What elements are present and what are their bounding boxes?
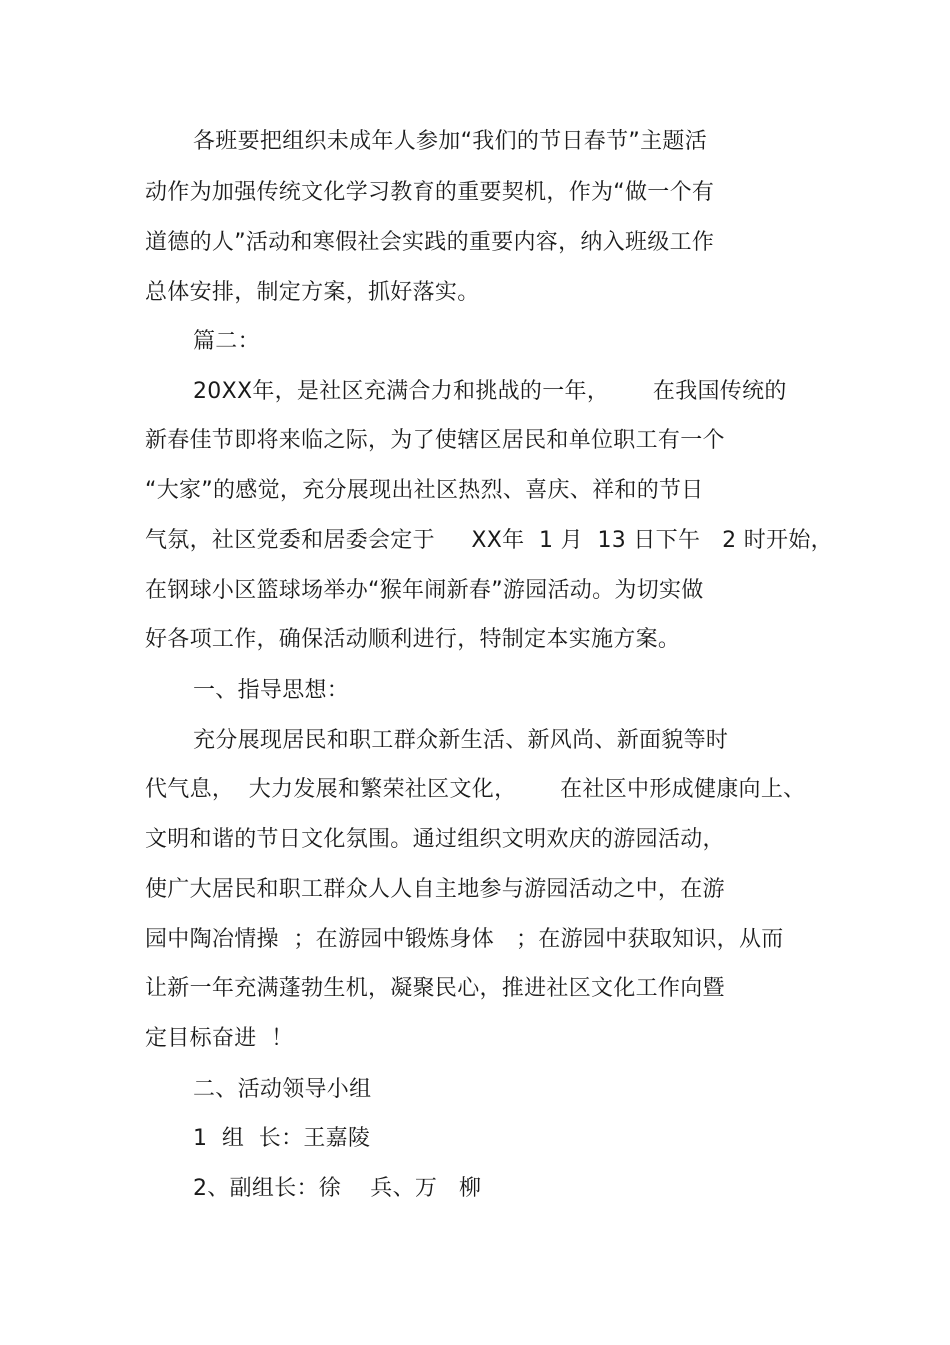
paragraph-line: 气氛，社区党委和居委会定于 XX年 1 月 13 日下午 2 时开始，	[145, 528, 833, 553]
paragraph-line: 在钢球小区篮球场举办“猴年闹新春”游园活动。为切实做	[145, 578, 704, 603]
paragraph-line: 20XX年，是社区充满合力和挑战的一年， 在我国传统的	[193, 379, 787, 404]
paragraph-line: 动作为加强传统文化学习教育的重要契机，作为“做一个有	[145, 180, 715, 205]
list-item: 2、副组长：徐 兵、万 柳	[193, 1176, 482, 1201]
section-heading: 篇二：	[193, 329, 260, 354]
paragraph-line: 充分展现居民和职工群众新生活、新风尚、新面貌等时	[193, 728, 729, 753]
paragraph-line: 文明和谐的节日文化氛围。通过组织文明欢庆的游园活动，	[145, 827, 725, 852]
paragraph-line: “大家”的感觉，充分展现出社区热烈、喜庆、祥和的节日	[145, 478, 704, 503]
paragraph-line: 道德的人”活动和寒假社会实践的重要内容，纳入班级工作	[145, 230, 715, 255]
paragraph-line: 好各项工作，确保活动顺利进行，特制定本实施方案。	[145, 627, 681, 652]
paragraph-line: 使广大居民和职工群众人人自主地参与游园活动之中，在游	[145, 877, 725, 902]
paragraph-line: 各班要把组织未成年人参加“我们的节日春节”主题活	[193, 129, 707, 154]
paragraph-line: 让新一年充满蓬勃生机，凝聚民心，推进社区文化工作向暨	[145, 976, 725, 1001]
list-item: 1 组 长：王嘉陵	[193, 1126, 371, 1151]
section-heading: 二、活动领导小组	[193, 1077, 372, 1102]
section-heading: 一、指导思想：	[193, 678, 350, 703]
paragraph-line: 代气息， 大力发展和繁荣社区文化， 在社区中形成健康向上、	[145, 777, 806, 802]
paragraph-line: 园中陶冶情操 ；在游园中锻炼身体 ；在游园中获取知识，从而	[145, 927, 784, 952]
paragraph-line: 总体安排，制定方案，抓好落实。	[145, 280, 480, 305]
paragraph-line: 定目标奋进 ！	[145, 1026, 294, 1051]
paragraph-line: 新春佳节即将来临之际，为了使辖区居民和单位职工有一个	[145, 428, 725, 453]
